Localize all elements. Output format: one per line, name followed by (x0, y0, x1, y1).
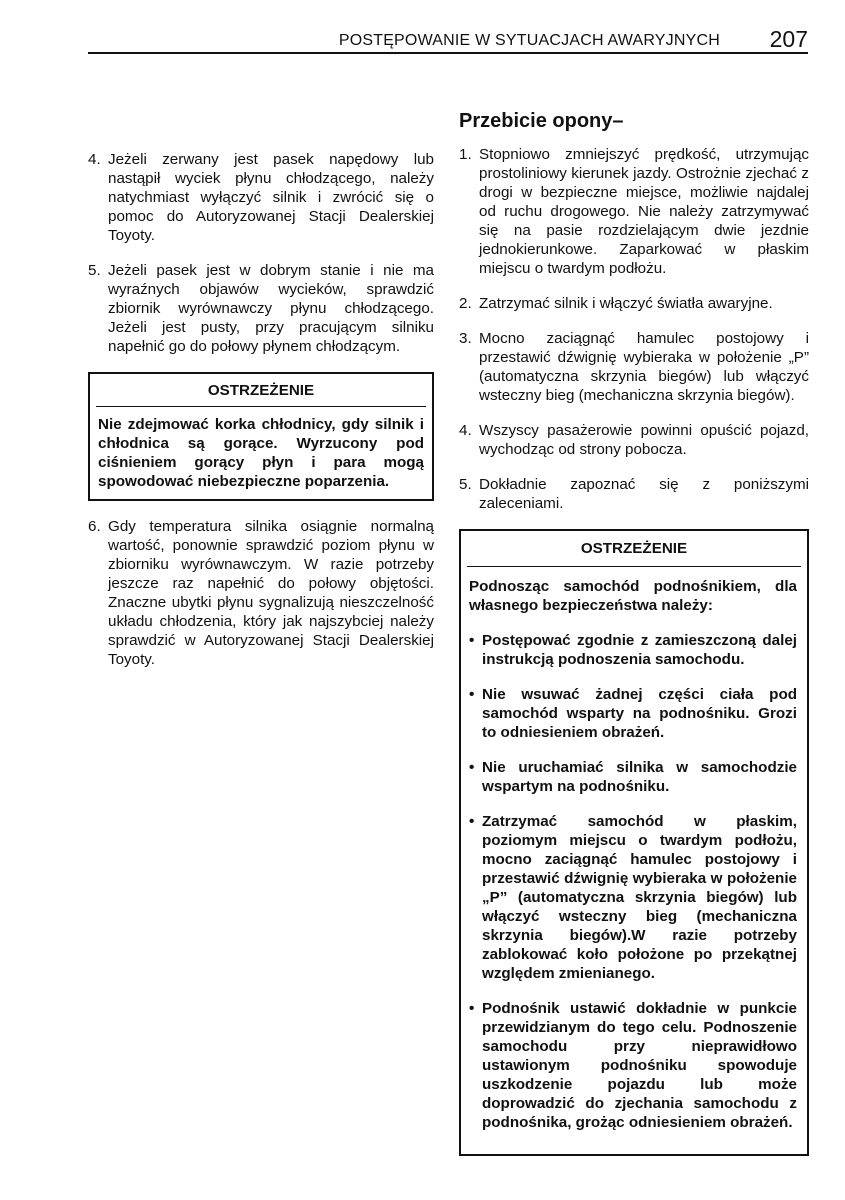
page-header (88, 26, 808, 52)
steps-list-left-continued (88, 517, 434, 669)
list-item (459, 294, 809, 313)
left-column (88, 150, 434, 685)
warning-heading: OSTRZEŻENIE (96, 374, 426, 407)
item-text: Jeżeli pasek jest w dobrym stanie i nie ma wyraźnych objawów wycieków, sprawdzić zbiornik wyrównawczy płynu chłodzącego. Jeżeli jest pusty, przy pracującym silniku napełnić go do połowy płynem chłodzącym. (108, 262, 434, 355)
list-item (459, 475, 809, 513)
item-text: Wszyscy pasażerowie powinni opuścić pojazd, wychodząc od strony pobocza. (479, 422, 809, 458)
item-text: Jeżeli zerwany jest pasek napędowy lub nastąpił wyciek płynu chłodzącego, należy natychmiast wyłączyć silnik i zwrócić się o pomoc do Autoryzowanej Stacji Dealerskiej Toyoty. (108, 151, 434, 244)
item-number: 4. (459, 422, 472, 439)
warning-bullet-item (469, 758, 797, 796)
list-item (88, 261, 434, 356)
list-item (459, 421, 809, 459)
item-number: 4. (88, 151, 101, 168)
list-item (88, 150, 434, 245)
header-rule (88, 52, 808, 54)
item-number: 1. (459, 146, 472, 163)
warning-heading: OSTRZEŻENIE (467, 531, 801, 567)
warning-box-coolant (88, 372, 434, 501)
warning-bullet-item (469, 685, 797, 742)
warning-body (461, 567, 807, 1154)
bullet-text: Podnośnik ustawić dokładnie w punkcie przewidzianym do tego celu. Podnoszenie samochodu przy nieprawidłowo ustawionym podnośniku spowoduje uszkodzenie pojazdu lub może doprowadzić do zjechania samochodu z podnośnika, grożąc odniesieniem obrażeń. (482, 1000, 797, 1131)
list-item (459, 329, 809, 405)
item-number: 5. (459, 476, 472, 493)
warning-intro: Podnosząc samochód podnośnikiem, dla własnego bezpieczeństwa należy: (469, 578, 797, 614)
item-number: 6. (88, 518, 101, 535)
item-text: Zatrzymać silnik i włączyć światła awaryjne. (479, 295, 773, 312)
item-text: Stopniowo zmniejszyć prędkość, utrzymując prostoliniowy kierunek jazdy. Ostrożnie zjechać z drogi w bezpieczne miejsce, możliwie najdalej od ruchu drogowego. Nie należy zatrzymywać się na pasie rozdzielającym dwie jezdnie jednokierunkowe. Zaparkować w płaskim miejscu o twardym podłożu. (479, 146, 809, 277)
warning-box-jacking (459, 529, 809, 1156)
steps-list-left (88, 150, 434, 356)
bullet-marker: • (469, 813, 475, 830)
item-number: 2. (459, 295, 472, 312)
list-item (459, 145, 809, 278)
bullet-text: Zatrzymać samochód w płaskim, poziomym miejscu o twardym podłożu, mocno zaciągnąć hamulec postojowy i przestawić dźwignię wybieraka w położenie „P” (automatyczna skrzynia biegów) lub włączyć wsteczny bieg (mechaniczna skrzynia biegów).W razie potrzeby zablokować koło położone po przekątnej względem zmienianego. (482, 813, 797, 982)
bullet-marker: • (469, 686, 475, 703)
section-title: Przebicie opony– (459, 110, 624, 132)
warning-bullets (469, 631, 797, 1132)
bullet-text: Postępować zgodnie z zamieszczoną dalej instrukcją podnoszenia samochodu. (482, 632, 797, 668)
list-item (88, 517, 434, 669)
warning-bullet-item (469, 812, 797, 983)
item-number: 5. (88, 262, 101, 279)
item-text: Gdy temperatura silnika osiągnie normalną wartość, ponownie sprawdzić poziom płynu w zbiorniku wyrównawczym. W razie potrzeby jeszcze raz napełnić do połowy objętości. Znaczne ubytki płynu sygnalizują nieszczelność układu chłodzenia, który jak najszybciej należy sprawdzić w Autoryzowanej Stacji Dealerskiej Toyoty. (108, 518, 434, 668)
bullet-marker: • (469, 632, 475, 649)
steps-list-right (459, 145, 809, 513)
item-text: Dokładnie zapoznać się z poniższymi zaleceniami. (479, 476, 809, 512)
bullet-marker: • (469, 1000, 475, 1017)
right-column (459, 112, 809, 1156)
warning-bullet-item (469, 631, 797, 669)
running-title: POSTĘPOWANIE W SYTUACJACH AWARYJNYCH (338, 32, 720, 49)
item-text: Mocno zaciągnąć hamulec postojowy i przestawić dźwignię wybieraka w położenie „P” (automatyczna skrzynia biegów) lub włączyć wsteczny bieg (mechaniczna skrzynia biegów). (479, 330, 809, 404)
page-number: 207 (769, 26, 808, 52)
item-number: 3. (459, 330, 472, 347)
bullet-text: Nie wsuwać żadnej części ciała pod samochód wsparty na podnośniku. Grozi to odniesieniem obrażeń. (482, 686, 797, 741)
bullet-text: Nie uruchamiać silnika w samochodzie wspartym na podnośniku. (482, 759, 797, 795)
bullet-marker: • (469, 759, 475, 776)
warning-bullet-item (469, 999, 797, 1132)
warning-text: Nie zdejmować korka chłodnicy, gdy silnik i chłodnica są gorące. Wyrzucony pod ciśnieniem gorący płyn i para mogą spowodować niebezpieczne poparzenia. (98, 416, 424, 490)
